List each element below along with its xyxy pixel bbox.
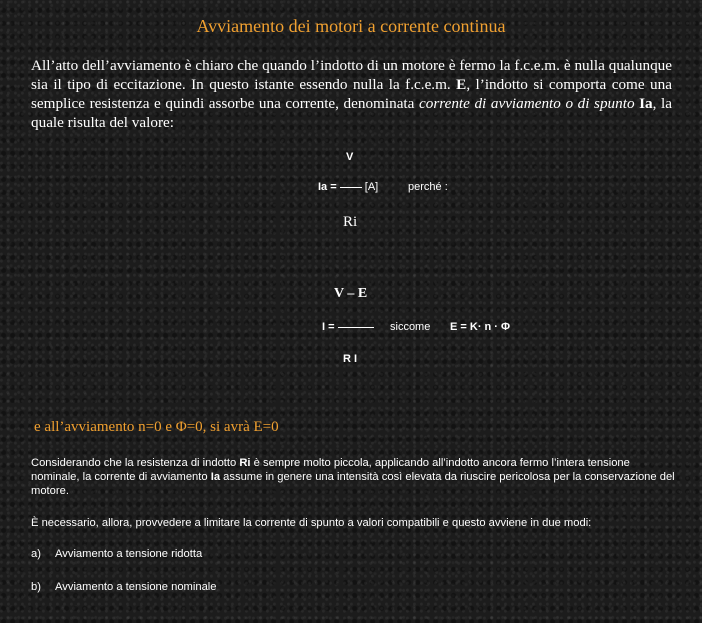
- initial-conditions-line: e all’avviamento n=0 e Φ=0, si avrà E=0: [34, 419, 279, 435]
- para-text: è sempre molto piccola, applicando all’indotto ancora fermo l’intera tensione nominale, la corrente di avviamento: [31, 457, 630, 483]
- intro-text: , la quale risulta del valore:: [31, 95, 673, 131]
- para-bold-ia: Ia: [210, 471, 221, 483]
- intro-text: , l’indotto si comporta come una semplice resistenza e quindi assorbe una corrente, denominata: [31, 76, 672, 112]
- formula-2-relation: E = K· n · Φ: [450, 321, 511, 333]
- formula-1-unit: [A]: [364, 181, 379, 193]
- intro-text: All’atto dell’avviamento è chiaro che quando l’indotto di un motore è fermo la f.c.e.m. è nulla qualunque sia il tipo di eccitazione. In questo istante essendo nulla la f.c.e.m.: [31, 57, 672, 93]
- intro-bold-ia: Ia: [639, 95, 653, 112]
- formula-2-denominator: R I: [343, 353, 358, 365]
- formula-1-lhs: Ia =: [318, 181, 337, 193]
- list-item-label: a): [31, 548, 41, 560]
- formula-2-lhs: I =: [322, 321, 335, 333]
- intro-italic-term: corrente di avviamento o di spunto: [418, 95, 635, 112]
- page-title: Avviamento dei motori a corrente continua: [196, 16, 506, 36]
- formula-2-numerator: V – E: [334, 286, 368, 301]
- para-text: Considerando che la resistenza di indotto: [31, 457, 240, 469]
- list-item-text: Avviamento a tensione ridotta: [55, 548, 203, 560]
- intro-bold-e: E: [456, 76, 467, 93]
- list-item: [31, 581, 217, 593]
- list-item-label: b): [31, 581, 41, 593]
- list-item: [31, 548, 202, 560]
- formula-1-numerator: V: [346, 151, 354, 163]
- fraction-bar: [340, 187, 362, 188]
- explanation-paragraph: [31, 456, 681, 498]
- formula-1-word: perché :: [408, 181, 448, 193]
- fraction-bar: [338, 327, 374, 328]
- intro-paragraph: [31, 56, 672, 132]
- list-item-text: Avviamento a tensione nominale: [55, 581, 217, 593]
- formula-2-word: siccome: [390, 321, 431, 333]
- formula-1-denominator: Ri: [343, 214, 358, 230]
- para-text: assume in genere una intensità così elevata da riuscire pericolosa per la conservazione del motore.: [31, 471, 675, 497]
- formula-2-line: [322, 321, 374, 333]
- para-bold-ri: Ri: [239, 457, 251, 469]
- formula-1-line: [318, 181, 378, 193]
- method-intro-paragraph: È necessario, allora, provvedere a limitare la corrente di spunto a valori compatibili e questo avviene in due modi:: [31, 517, 592, 529]
